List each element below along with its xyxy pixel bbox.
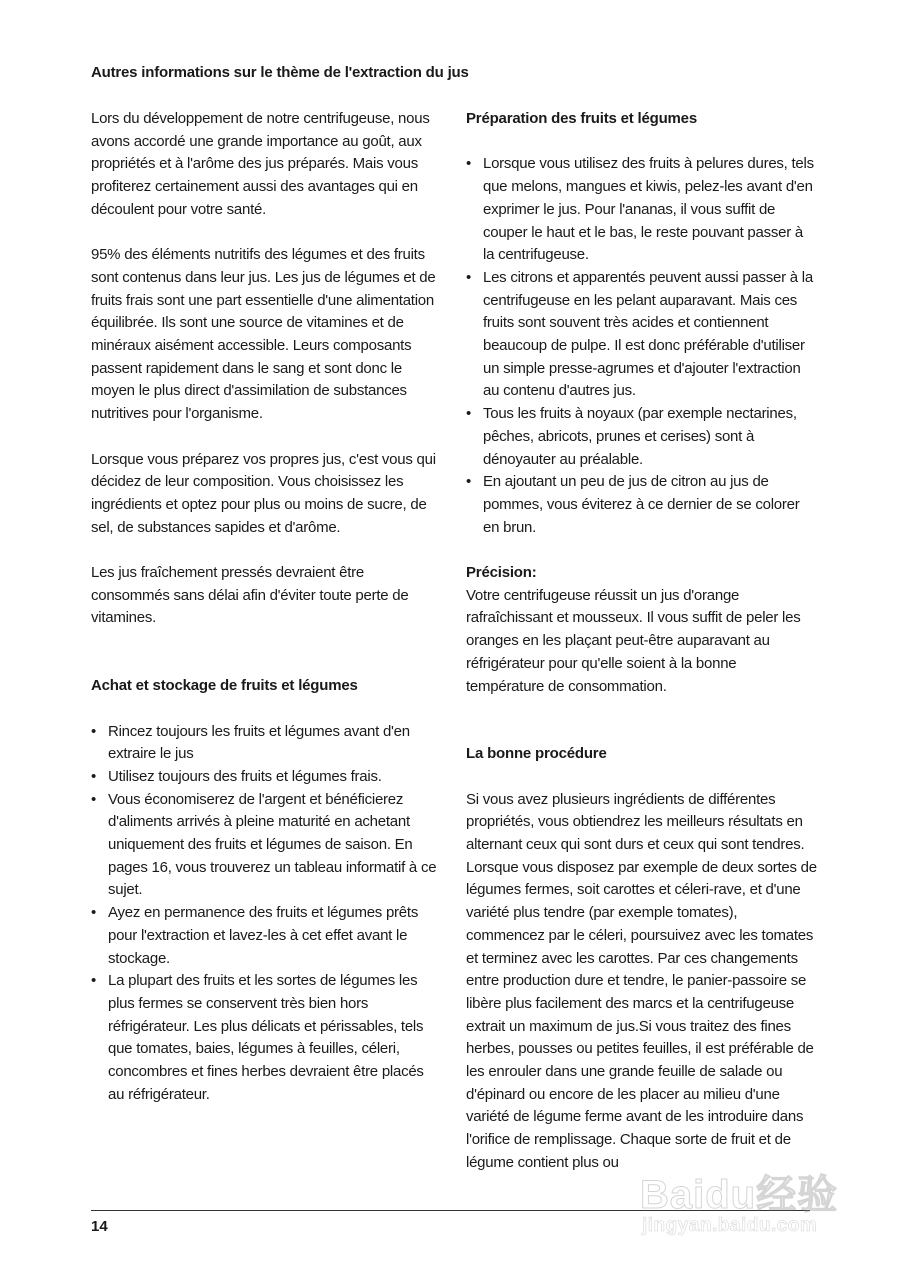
list-item: • Les citrons et apparentés peuvent aussi passer à la centrifugeuse en les pelant auparavant. Mais ces fruits sont souvent très acides et contiennent beaucoup de pulpe. Il est donc préférable d'utiliser un simple presse-agrumes et d'ajouter l'extraction au contenu d'autres jus. [466,267,818,403]
list-item: • Lorsque vous utilisez des fruits à pelures dures, tels que melons, mangues et kiwis, pelez-les avant d'en exprimer le jus. Pour l'ananas, il vous suffit de couper le haut et le bas, le reste pouvant passer à la centrifugeuse. [466,153,818,267]
page-number: 14 [91,1218,108,1235]
preparation-list [466,153,818,539]
list-item: • Ayez en permanence des fruits et légumes prêts pour l'extraction et lavez-les à cet effet avant le stockage. [91,902,443,970]
list-item: • Vous économiserez de l'argent et bénéficierez d'aliments arrivés à pleine maturité en achetant uniquement des fruits et légumes de saison. En pages 16, vous trouverez un tableau informatif à ce sujet. [91,789,443,903]
list-item: • Utilisez toujours des fruits et légumes frais. [91,766,443,789]
achat-list [91,721,443,1107]
list-item: • La plupart des fruits et les sortes de légumes les plus fermes se conservent très bien hors réfrigérateur. Les plus délicats et périssables, tels que tomates, baies, légumes à feuilles, céleri, concombres et fines herbes devraient être placés au réfrigérateur. [91,970,443,1106]
nutrients-paragraph: 95% des éléments nutritifs des légumes et des fruits sont contenus dans leur jus. Les jus de légumes et de fruits frais sont une part essentielle d'une alimentation équilibrée. Ils sont une source de vitamines et de minéraux aisément accessible. Leurs composants passent rapidement dans le sang et sont donc le moyen le plus direct d'assimilation de substances nutritives pour l'organisme. [91,246,436,423]
composition-paragraph: Lorsque vous préparez vos propres jus, c'est vous qui décidez de leur composition. Vous choisissez les ingrédients et optez pour plus ou moins de sucre, de sel, de substances sapides et d'arôme. [91,450,436,536]
list-item: • En ajoutant un peu de jus de citron au jus de pommes, vous éviterez à ce dernier de se colorer en brun. [466,471,818,539]
watermark-url: jingyan.baidu.com [642,1215,818,1236]
procedure-heading: La bonne procédure [466,745,607,763]
baidu-watermark [640,1163,850,1248]
procedure-paragraph: Si vous avez plusieurs ingrédients de différentes propriétés, vous obtiendrez les meilleurs résultats en alternant ceux qui sont durs et ceux qui sont tendres. Lorsque vous disposez par exemple de deux sortes de légumes fermes, soit carottes et céleri-rave, et d'une variété plus tendre (par exemple tomates), commencez par le céleri, poursuivez avec les tomates et terminez avec les carottes. Par ces changements entre production dure et tendre, le panier-passoire se libère plus facilement des marcs et la centrifugeuse extrait un maximum de jus.Si vous traitez des fines herbes, pousses ou petites feuilles, il est préférable de les enrouler dans une grande feuille de salade ou d'épinard ou encore de les placer au milieu d'une variété de légume ferme avant de les introduire dans l'orifice de remplissage. Chaque sorte de fruit et de légume contient plus ou [466,790,817,1171]
intro-paragraph: Lors du développement de notre centrifugeuse, nous avons accordé une grande importance au goût, aux propriétés et à l'arôme des jus préparés. Mais vous profiterez certainement aussi des avantages qui en découlent pour votre santé. [91,110,430,218]
list-item: • Rincez toujours les fruits et légumes avant d'en extraire le jus [91,721,443,766]
page-title: Autres informations sur le thème de l'extraction du jus [91,64,469,81]
right-column [466,108,818,1175]
precision-paragraph: Votre centrifugeuse réussit un jus d'orange rafraîchissant et mousseux. Il vous suffit de peler les oranges en les plaçant peut-être auparavant au réfrigérateur pour qu'elle soient à la bonne température de consommation. [466,586,801,695]
left-column [91,108,443,1106]
fresh-juice-paragraph: Les jus fraîchement pressés devraient être consommés sans délai afin d'éviter toute perte de vitamines. [91,564,409,627]
preparation-heading: Préparation des fruits et légumes [466,110,697,127]
watermark-logo: Baidu经验 [640,1173,839,1217]
precision-heading: Précision: [466,564,537,582]
achat-heading: Achat et stockage de fruits et légumes [91,677,358,695]
list-item: • Tous les fruits à noyaux (par exemple nectarines, pêches, abricots, prunes et cerises) sont à dénoyauter au préalable. [466,403,818,471]
